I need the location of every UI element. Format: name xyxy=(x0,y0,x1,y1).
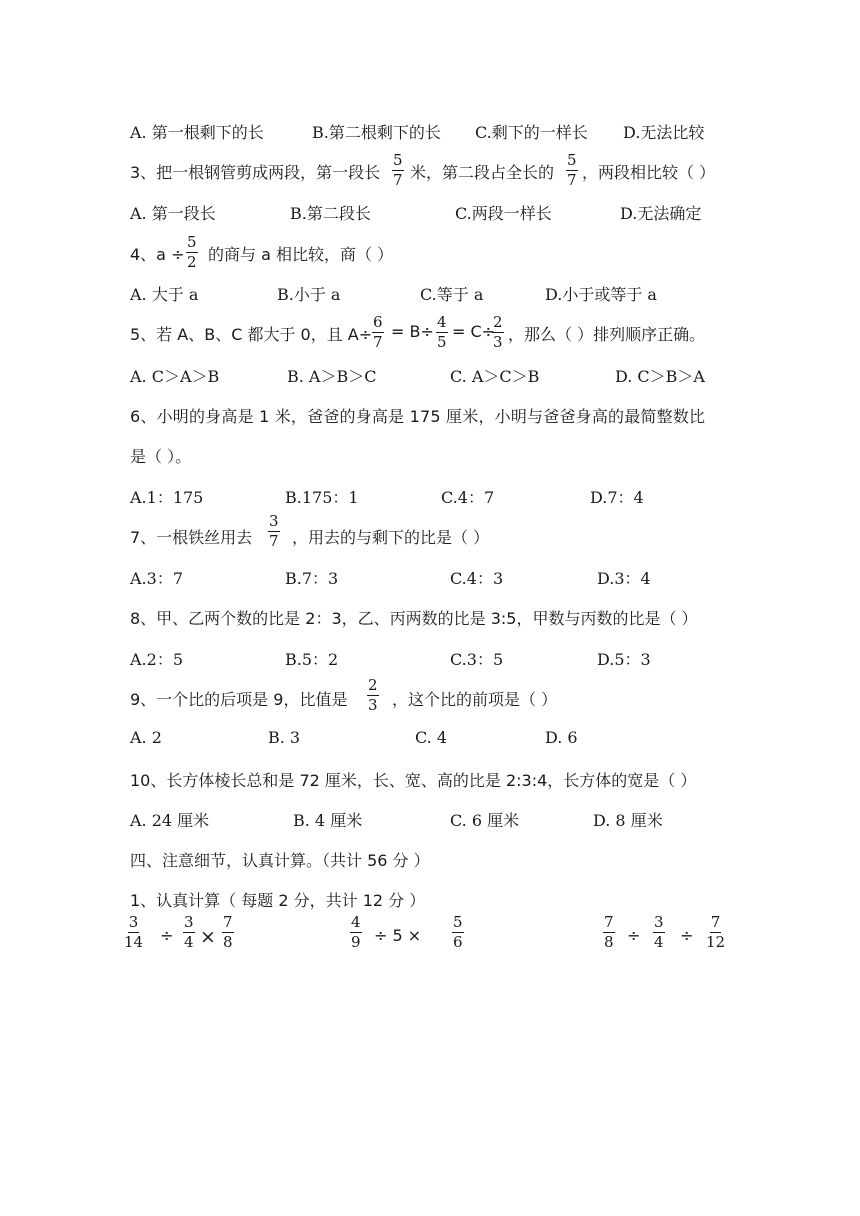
q5-fraction-2 xyxy=(436,314,448,351)
q3-text-3: ，两段相比较（ ） xyxy=(582,163,716,182)
q4-option-d: D.小于或等于 a xyxy=(545,285,657,304)
question-7 xyxy=(0,512,860,550)
q5-text-3: = C÷ xyxy=(452,322,496,341)
denominator: 8 xyxy=(604,933,614,951)
numerator: 3 xyxy=(184,913,194,931)
q10-option-c: C. 6 厘米 xyxy=(450,811,520,830)
q10-option-a: A. 24 厘米 xyxy=(130,811,210,830)
e3-fraction-2 xyxy=(653,914,665,951)
q9-text-1: 9、一个比的后项是 9，比值是 xyxy=(130,690,348,709)
denominator: 14 xyxy=(124,933,144,951)
q7-option-b: B.7：3 xyxy=(285,569,339,588)
q8-options xyxy=(0,647,860,671)
q8-option-a: A.2：5 xyxy=(130,650,184,669)
denominator: 12 xyxy=(706,933,726,951)
denominator: 8 xyxy=(223,933,233,951)
q6-option-d: D.7：4 xyxy=(590,488,644,507)
q7-fraction-1 xyxy=(268,513,280,550)
numerator: 3 xyxy=(128,913,139,931)
numerator: 6 xyxy=(373,313,383,331)
q9-fraction-1 xyxy=(367,677,379,714)
q8-option-c: C.3：5 xyxy=(450,650,504,669)
numerator: 7 xyxy=(710,913,721,931)
q5-text-1: 5、若 A、B、C 都大于 0，且 A÷ xyxy=(130,325,373,344)
q3-text-1: 3、把一根钢管剪成两段，第一段长 xyxy=(130,163,381,182)
q3-text-2: 米，第二段占全长的 xyxy=(410,163,555,182)
q6-options xyxy=(0,485,860,509)
q8-option-d: D.5：3 xyxy=(597,650,651,669)
q6-option-a: A.1：175 xyxy=(130,488,204,507)
numerator: 5 xyxy=(453,913,463,931)
question-6 xyxy=(0,404,860,428)
q2-options xyxy=(0,120,860,144)
q5-option-d: D. C＞B＞A xyxy=(615,367,705,386)
q6-option-b: B.175：1 xyxy=(285,488,359,507)
q7-option-c: C.4：3 xyxy=(450,569,504,588)
q7-option-a: A.3：7 xyxy=(130,569,184,588)
question-3 xyxy=(0,151,860,189)
q4-text-2: 的商与 a 相比较，商（ ） xyxy=(208,245,394,264)
q2-option-b: B.第二根剩下的长 xyxy=(312,123,441,142)
q9-option-b: B. 3 xyxy=(268,728,301,747)
q9-options xyxy=(0,728,860,752)
q7-text-1: 7、一根铁丝用去 xyxy=(130,528,253,547)
q2-option-a: A. 第一根剩下的长 xyxy=(130,123,264,142)
q9-text-2: ，这个比的前项是（ ） xyxy=(392,690,558,709)
denominator: 7 xyxy=(567,171,577,189)
denominator: 7 xyxy=(269,532,279,550)
calc-expression-3 xyxy=(0,912,860,962)
question-5 xyxy=(0,313,860,351)
q2-option-c: C.剩下的一样长 xyxy=(475,123,588,142)
q7-text-2: ，用去的与剩下的比是（ ） xyxy=(292,528,490,547)
numerator: 3 xyxy=(269,512,279,530)
q4-option-b: B.小于 a xyxy=(277,285,341,304)
numerator: 7 xyxy=(223,913,233,931)
q7-option-d: D.3：4 xyxy=(597,569,651,588)
multiply-operator: × xyxy=(200,926,216,948)
denominator: 9 xyxy=(351,933,361,951)
q4-option-a: A. 大于 a xyxy=(130,285,199,304)
q4-options xyxy=(0,282,860,306)
numerator: 5 xyxy=(187,233,197,251)
numerator: 5 xyxy=(393,151,403,169)
q5-options xyxy=(0,364,860,388)
q4-option-c: C.等于 a xyxy=(420,285,484,304)
divide-operator: ÷ xyxy=(680,926,694,945)
denominator: 3 xyxy=(493,333,503,351)
question-6-cont xyxy=(0,444,860,468)
denominator: 5 xyxy=(437,333,447,351)
denominator: 6 xyxy=(453,933,463,951)
q4-text-1: 4、a ÷ xyxy=(130,245,185,264)
q8-option-b: B.5：2 xyxy=(285,650,339,669)
q3-option-d: D.无法确定 xyxy=(620,204,702,223)
denominator: 4 xyxy=(184,933,194,951)
section-heading: 四、注意细节，认真计算。（共计 56 分 ） xyxy=(130,851,430,870)
question-10 xyxy=(0,768,860,792)
q6-option-c: C.4：7 xyxy=(441,488,495,507)
e3-fraction-3 xyxy=(706,914,725,951)
divide-operator: ÷ xyxy=(627,926,641,945)
section-4-subheading xyxy=(0,888,860,912)
q3-fraction-2 xyxy=(566,152,578,189)
q3-option-a: A. 第一段长 xyxy=(130,204,216,223)
q5-text-2: = B÷ xyxy=(391,322,434,341)
q10-options xyxy=(0,808,860,832)
q5-text-4: ，那么（ ）排列顺序正确。 xyxy=(508,325,706,344)
q2-option-d: D.无法比较 xyxy=(623,123,705,142)
denominator: 4 xyxy=(654,933,664,951)
q3-option-c: C.两段一样长 xyxy=(455,204,552,223)
q10-option-d: D. 8 厘米 xyxy=(593,811,663,830)
section-4-heading xyxy=(0,848,860,872)
question-9 xyxy=(0,676,860,714)
expression-operators: ÷ 5 × xyxy=(374,926,422,945)
q5-fraction-3 xyxy=(492,314,504,351)
q7-options xyxy=(0,566,860,590)
question-8 xyxy=(0,606,860,630)
q10-text: 10、长方体棱长总和是 72 厘米，长、宽、高的比是 2:3:4，长方体的宽是（ ） xyxy=(130,771,697,790)
q9-option-c: C. 4 xyxy=(415,728,448,747)
q10-option-b: B. 4 厘米 xyxy=(293,811,363,830)
numerator: 5 xyxy=(567,151,577,169)
q5-option-a: A. C＞A＞B xyxy=(130,367,220,386)
q6-line-1: 6、小明的身高是 1 米，爸爸的身高是 175 厘米，小明与爸爸身高的最简整数比 xyxy=(130,407,706,426)
numerator: 7 xyxy=(604,913,614,931)
q9-option-a: A. 2 xyxy=(130,728,162,747)
question-4 xyxy=(0,233,860,271)
calc-instruction: 1、认真计算（ 每题 2 分，共计 12 分 ） xyxy=(130,891,426,910)
q5-option-b: B. A＞B＞C xyxy=(287,367,377,386)
numerator: 2 xyxy=(493,313,503,331)
q3-fraction-1 xyxy=(392,152,404,189)
numerator: 4 xyxy=(437,313,447,331)
numerator: 2 xyxy=(368,676,378,694)
q3-options xyxy=(0,201,860,225)
denominator: 7 xyxy=(393,171,403,189)
q5-fraction-1 xyxy=(372,314,384,351)
numerator: 4 xyxy=(351,913,361,931)
q5-option-c: C. A＞C＞B xyxy=(450,367,540,386)
denominator: 2 xyxy=(187,253,197,271)
q8-text: 8、甲、乙两个数的比是 2：3，乙、丙两数的比是 3:5，甲数与丙数的比是（ ） xyxy=(130,609,698,628)
denominator: 7 xyxy=(373,333,383,351)
q6-line-2: 是（ ）。 xyxy=(130,447,192,466)
q4-fraction-1 xyxy=(186,234,198,271)
e3-fraction-1 xyxy=(603,914,615,951)
denominator: 3 xyxy=(368,696,378,714)
q9-option-d: D. 6 xyxy=(545,728,578,747)
q3-option-b: B.第二段长 xyxy=(290,204,371,223)
divide-operator: ÷ xyxy=(160,926,174,945)
numerator: 3 xyxy=(654,913,664,931)
